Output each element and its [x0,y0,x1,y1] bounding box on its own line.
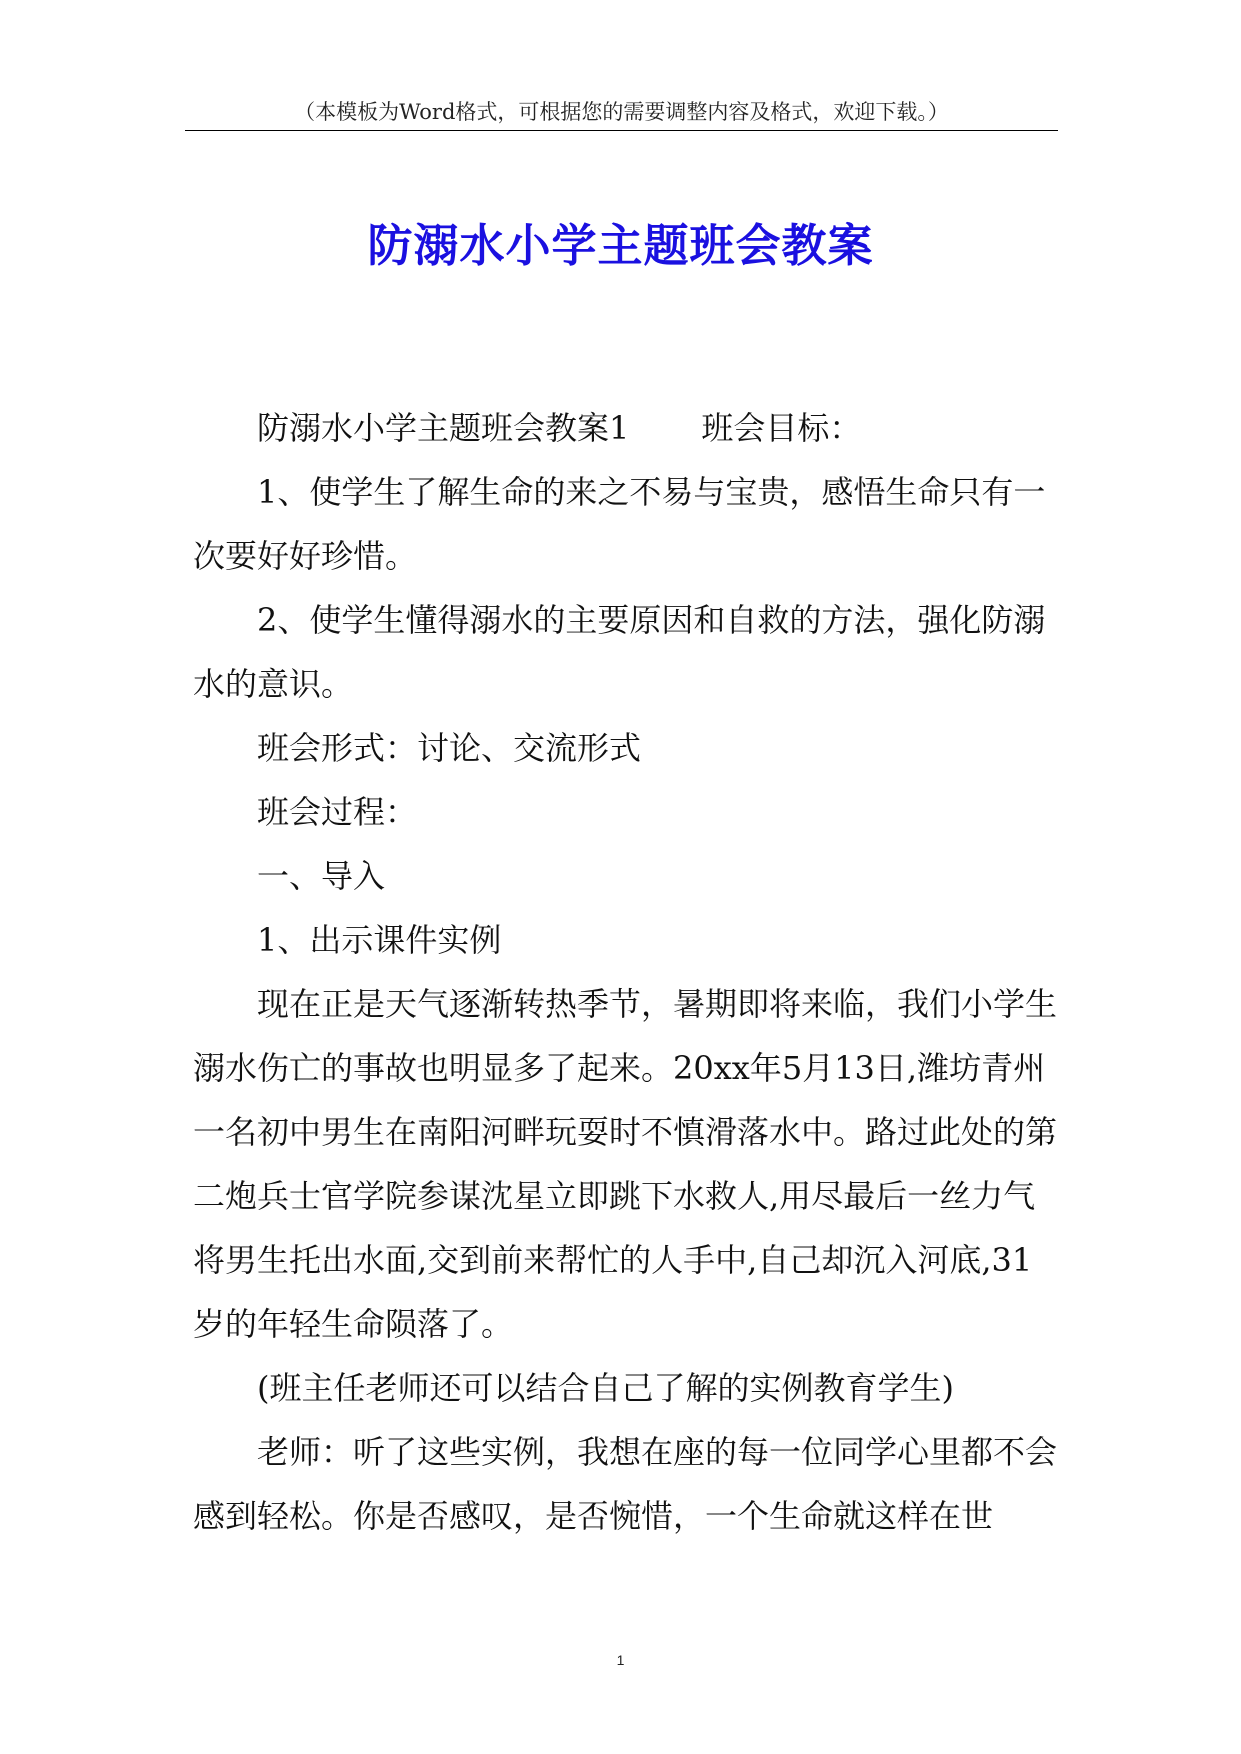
intro-paragraph [193,396,1057,460]
step-1: 1、出示课件实例 [257,921,502,959]
class-form: 班会形式：讨论、交流形式 [257,729,642,767]
intro-goal-label: 班会目标： [701,409,862,447]
header-note: （本模板为Word格式，可根据您的需要调整内容及格式，欢迎下载。） [294,100,949,124]
teacher-speech: 老师：听了这些实例，我想在座的每一位同学心里都不会感到轻松。你是否感叹，是否惋惜，一个生命就这样在世 [193,1433,1058,1535]
example-paragraph: 现在正是天气逐渐转热季节，暑期即将来临，我们小学生溺水伤亡的事故也明显多了起来。20xx年5月13日,潍坊青州一名初中男生在南阳河畔玩耍时不慎滑落水中。路过此处的第二炮兵士官学院参谋沈星立即跳下水救人,用尽最后一丝力气将男生托出水面,交到前来帮忙的人手中,自己却沉入河底,31岁的年轻生命陨落了。 [193,985,1058,1343]
page-number: 1 [616,1652,625,1668]
document-title: 防溺水小学主题班会教案 [367,219,874,272]
document-body [193,396,1057,1548]
section-heading-1: 一、导入 [257,857,386,895]
goal-item-2: 2、使学生懂得溺水的主要原因和自救的方法，强化防溺水的意识。 [193,601,1046,703]
intro-heading: 防溺水小学主题班会教案1 [257,409,630,447]
header-divider [185,130,1058,131]
class-process: 班会过程： [257,793,418,831]
teacher-note: (班主任老师还可以结合自己了解的实例教育学生) [257,1369,954,1407]
goal-item-1: 1、使学生了解生命的来之不易与宝贵，感悟生命只有一次要好好珍惜。 [193,473,1046,575]
